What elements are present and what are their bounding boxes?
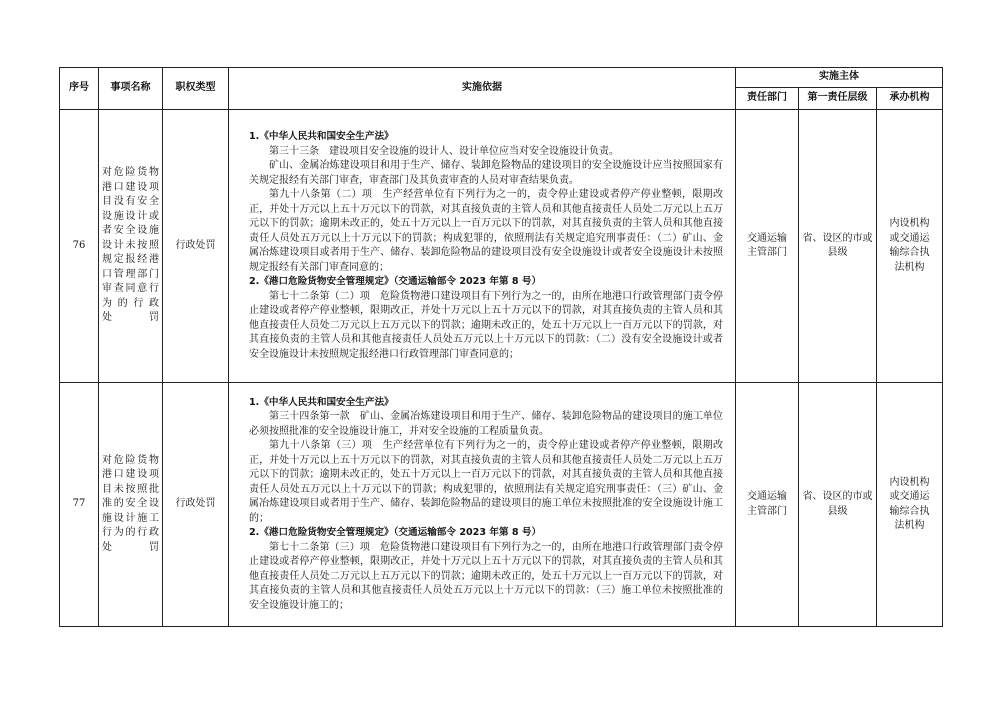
item-name-line: 目未按照批: [102, 483, 159, 495]
law-title: 2.《港口危险货物安全管理规定》（交通运输部令 2023 年第 8 号）: [249, 276, 542, 287]
item-name-line: 为 的 行 政: [102, 297, 159, 309]
item-name-line: 规定报经港: [102, 254, 159, 266]
law-article: 第七十二条第（二）项 危险货物港口建设项目有下列行为之一的，由所在地港口行政管理部门责令停止建设或者停产停业整顿，限期改正，并处十万元以上五十万元以下的罚款，对其直接负责的主管人员和其他直接责任人员处二万元以上五万元以下的罚款；逾期未改正的，处五十万元以上一百万元以下的罚款，对其直接负责的主管人员和其他直接责任人员处五万元以上十万元以下的罚款：（二）没有安全设施设计或者安全设施设计未按照规定报经港口行政管理部门审查同意的；: [249, 290, 723, 360]
law-article: 第三十四条第一款 矿山、金属冶炼建设项目和用于生产、储存、装卸危险物品的建设项目的施工单位必须按照批准的安全设施设计施工，并对安全设施的工程质量负责。: [249, 411, 723, 437]
item-name: [99, 383, 163, 627]
law-title: 1.《中华人民共和国安全生产法》: [249, 396, 394, 408]
item-name: [99, 110, 163, 383]
header-basis: 实施依据: [229, 68, 736, 110]
row-number: 77: [60, 383, 99, 627]
row-number: 76: [60, 110, 99, 383]
item-name-line: 设施设计或: [102, 210, 159, 222]
item-name-line: 审查同意行: [102, 283, 159, 295]
responsibility-level-line: 县级: [827, 505, 848, 517]
header-subject: 实施主体: [736, 68, 943, 88]
responsible-dept-line: 主管部门: [747, 505, 787, 517]
item-name-line: 者安全设施: [102, 225, 159, 237]
power-list-table: [59, 67, 943, 627]
item-name-line: 口管理部门: [102, 268, 159, 280]
law-article: 第九十八条第（三）项 生产经营单位有下列行为之一的，责令停止建设或者停产停业整顿，限期改正，并处十万元以上五十万元以下的罚款，对其直接负责的主管人员和其他直接责任人员处二万元以上五万元以下的罚款；逾期未改正的，处五十万元以上一百万元以下的罚款，对其直接负责的主管人员和其他直接责任人员处五万元以上十万元以下的罚款；构成犯罪的，依照刑法有关规定追究刑事责任：（三）矿山、金属冶炼建设项目或者用于生产、储存、装卸危险物品的建设项目的施工单位未按照批准的安全设施设计施工的；: [249, 440, 723, 524]
responsible-dept-line: 主管部门: [747, 247, 787, 258]
handling-agency-line: 内设机构: [889, 218, 930, 229]
header-dept: 责任部门: [736, 88, 799, 110]
handling-agency-line: 法机构: [894, 520, 925, 531]
table-row: [60, 110, 943, 383]
handling-agency-line: 法机构: [894, 261, 925, 273]
item-name-line: 准的安全设: [102, 498, 159, 510]
item-name-line: 处 罚: [102, 312, 159, 324]
responsible-dept: [736, 383, 799, 627]
item-name-line: 港口建设项: [102, 181, 159, 193]
law-article: 第九十八条第（二）项 生产经营单位有下列行为之一的，责令停止建设或者停产停业整顿，限期改正，并处十万元以上五十万元以下的罚款，对其直接负责的主管人员和其他直接责任人员处二万元以上五万元以下的罚款；逾期未改正的，处五十万元以上一百万元以下的罚款，对其直接负责的主管人员和其他直接责任人员处五万元以上十万元以下的罚款；构成犯罪的，依照刑法有关规定追究刑事责任：（二）矿山、金属冶炼建设项目或者用于生产、储存、装卸危险物品的建设项目没有安全设施设计或者安全设施设计未按照规定报经有关部门审查同意的；: [249, 189, 723, 273]
handling-agency-line: 内设机构: [889, 476, 930, 488]
item-name-line: 对危险货物: [102, 454, 159, 466]
law-article: 第七十二条第（三）项 危险货物港口建设项目有下列行为之一的，由所在地港口行政管理部门责令停止建设或者停产停业整顿，限期改正，并处十万元以上五十万元以下的罚款，对其直接负责的主管人员和其他直接责任人员处二万元以上五万元以下的罚款；逾期未改正的，处五十万元以上一百万元以下的罚款，对其直接负责的主管人员和其他直接责任人员处五万元以上十万元以下的罚款：（三）施工单位未按照批准的安全设施设计施工的；: [249, 541, 723, 611]
implementation-basis: [229, 383, 736, 627]
handling-agency-line: 输综合执: [889, 505, 930, 517]
header-power-type: 职权类型: [163, 68, 229, 110]
law-article: 第三十三条 建设项目安全设施的设计人、设计单位应当对安全设施设计负责。: [269, 145, 619, 157]
header-item-name: 事项名称: [99, 68, 163, 110]
item-name-line: 对危险货物: [102, 167, 159, 179]
responsibility-level-line: 省、设区的市或: [802, 491, 873, 502]
implementation-basis: [229, 110, 736, 383]
item-name-line: 施设计施工: [102, 512, 159, 524]
responsible-dept-line: 交通运输: [747, 491, 787, 502]
handling-agency-line: 输综合执: [889, 247, 930, 258]
item-name-line: 行为的行政: [102, 527, 159, 539]
handling-agency: [877, 110, 943, 383]
power-type: 行政处罚: [163, 383, 229, 627]
header-handler: 承办机构: [877, 88, 943, 110]
header-row-1: [60, 68, 943, 88]
law-article: 矿山、金属冶炼建设项目和用于生产、储存、装卸危险物品的建设项目的安全设施设计应当按照国家有关规定报经有关部门审查，审查部门及其负责审查的人员对审查结果负责。: [249, 160, 723, 186]
table-row: [60, 383, 943, 627]
responsibility-level-line: 省、设区的市或: [802, 232, 873, 244]
handling-agency: [877, 383, 943, 627]
responsibility-level: [799, 383, 877, 627]
item-name-line: 处 罚: [102, 541, 159, 553]
header-level: 第一责任层级: [799, 88, 877, 110]
handling-agency-line: 或交通运: [889, 491, 930, 502]
responsible-dept: [736, 110, 799, 383]
item-name-line: 目没有安全: [102, 196, 159, 208]
responsible-dept-line: 交通运输: [747, 232, 787, 244]
header-no: 序号: [60, 68, 99, 110]
responsibility-level: [799, 110, 877, 383]
responsibility-level-line: 县级: [827, 247, 848, 258]
power-type: 行政处罚: [163, 110, 229, 383]
law-title: 2.《港口危险货物安全管理规定》（交通运输部令 2023 年第 8 号）: [249, 527, 542, 539]
item-name-line: 港口建设项: [102, 469, 159, 481]
handling-agency-line: 或交通运: [889, 232, 930, 244]
law-title: 1.《中华人民共和国安全生产法》: [249, 131, 394, 142]
item-name-line: 设计未按照: [102, 239, 159, 251]
